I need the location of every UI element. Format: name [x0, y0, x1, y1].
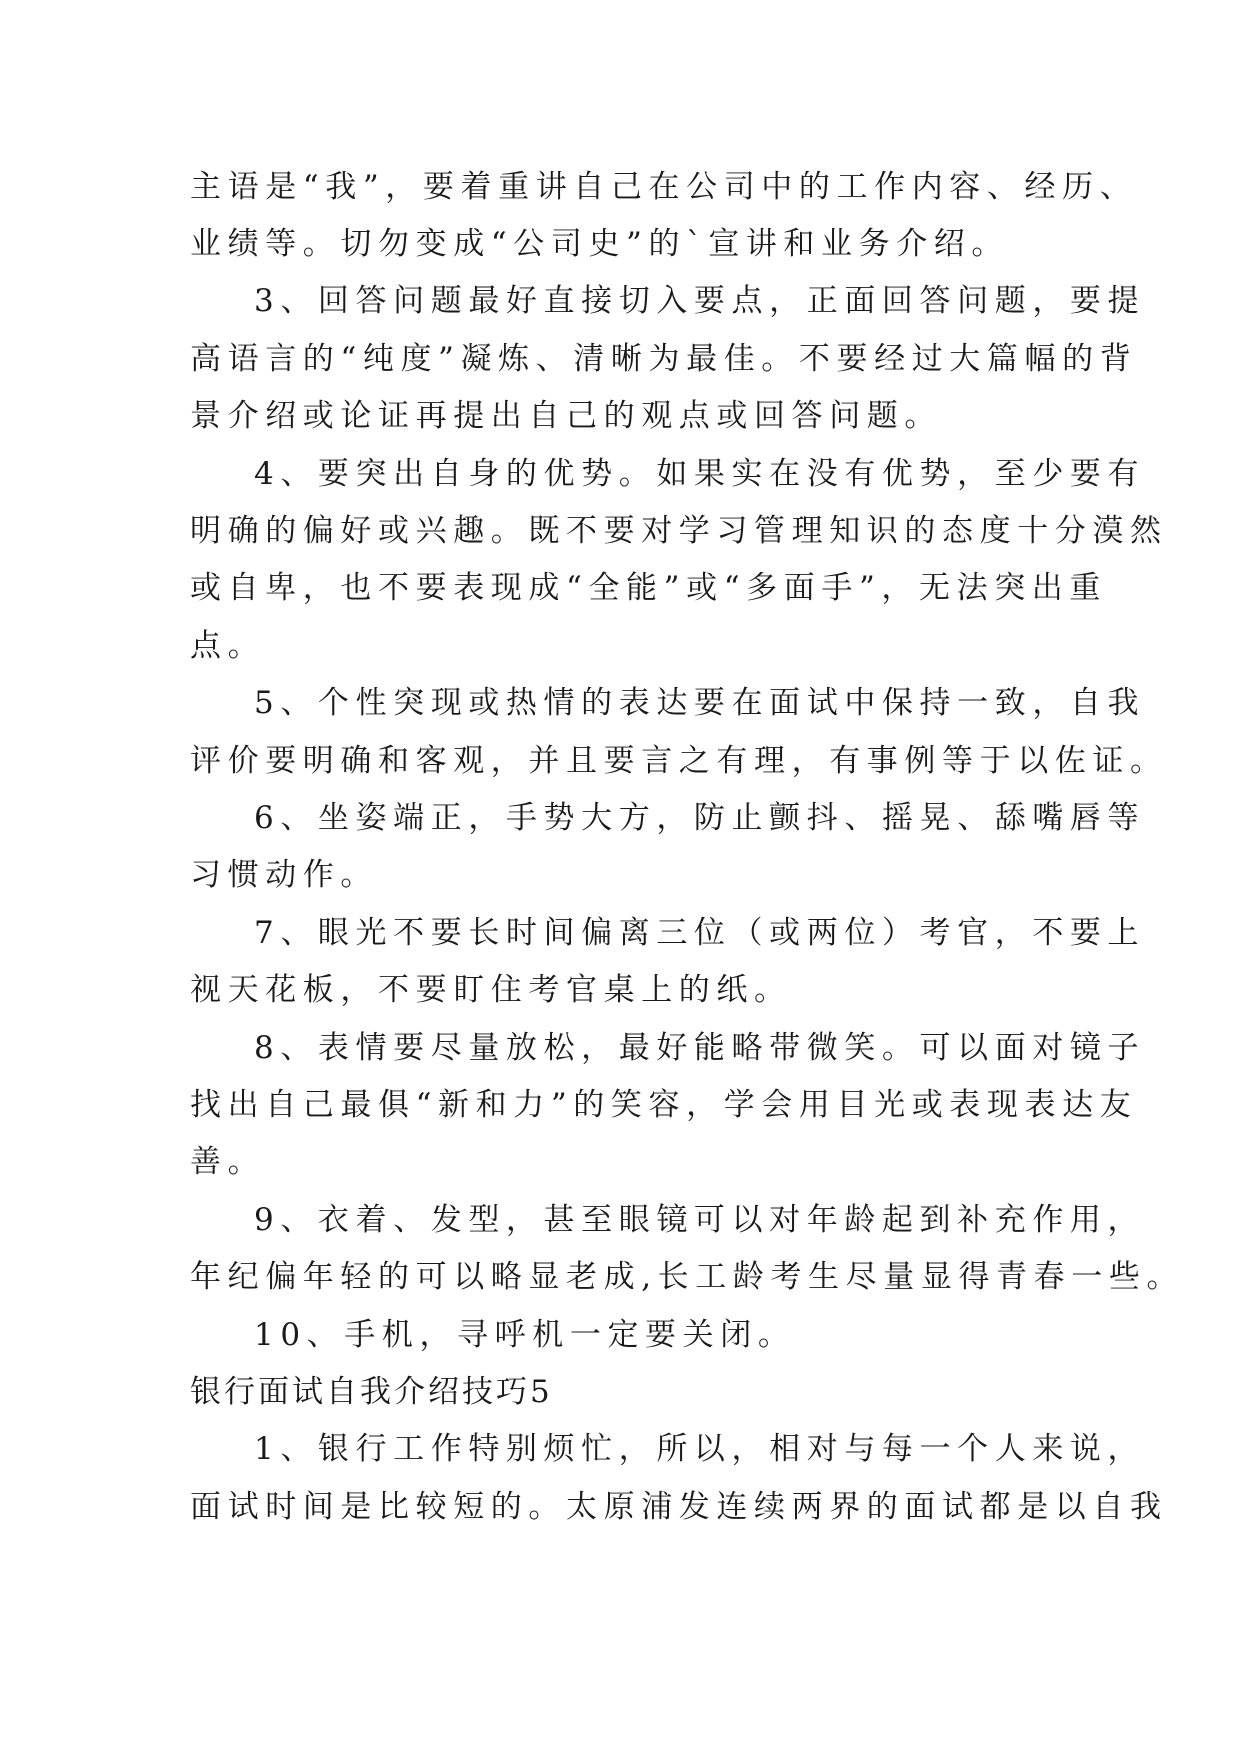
text-line: 评价要明确和客观，并且要言之有理，有事例等于以佐证。 [190, 743, 1168, 779]
text-line: 4、要突出自身的优势。如果实在没有优势，至少要有 [254, 456, 1146, 492]
text-line: 明确的偏好或兴趣。既不要对学习管理知识的态度十分漠然 [190, 513, 1168, 549]
text-line: 8、表情要尽量放松，最好能略带微笑。可以面对镜子 [254, 1030, 1146, 1066]
text-line: 善。 [190, 1144, 266, 1180]
text-line: 或自卑，也不要表现成“全能”或“多面手”，无法突出重 [190, 570, 1107, 606]
text-line: 5、个性突现或热情的表达要在面试中保持一致，自我 [254, 685, 1146, 721]
text-line: 景介绍或论证再提出自己的观点或回答问题。 [190, 398, 942, 434]
text-line: 主语是“我”，要着重讲自己在公司中的工作内容、经历、 [190, 169, 1138, 205]
text-line: 视天花板，不要盯住考官桌上的纸。 [190, 972, 792, 1008]
text-line: 3、回答问题最好直接切入要点，正面回答问题，要提 [254, 283, 1146, 319]
text-line: 7、眼光不要长时间偏离三位（或两位）考官，不要上 [254, 915, 1146, 951]
text-line: 点。 [190, 628, 266, 664]
text-line: 1、银行工作特别烦忙，所以，相对与每一个人来说， [254, 1431, 1146, 1467]
text-line: 业绩等。切勿变成“公司史”的`宣讲和业务介绍。 [190, 226, 1009, 262]
text-line: 找出自己最俱“新和力”的笑容，学会用目光或表现表达友 [190, 1087, 1138, 1123]
text-line: 9、衣着、发型，甚至眼镜可以对年龄起到补充作用， [254, 1202, 1146, 1238]
text-line: 习惯动作。 [190, 857, 378, 893]
section-heading: 银行面试自我介绍技巧5 [190, 1374, 553, 1410]
text-line: 高语言的“纯度”凝炼、清晰为最佳。不要经过大篇幅的背 [190, 341, 1138, 377]
text-line: 面试时间是比较短的。太原浦发连续两界的面试都是以自我 [190, 1489, 1168, 1525]
text-line: 10、手机，寻呼机一定要关闭。 [254, 1317, 796, 1353]
text-line: 年纪偏年轻的可以略显老成,长工龄考生尽量显得青春一些。 [190, 1259, 1185, 1295]
text-line: 6、坐姿端正，手势大方，防止颤抖、摇晃、舔嘴唇等 [254, 800, 1146, 836]
